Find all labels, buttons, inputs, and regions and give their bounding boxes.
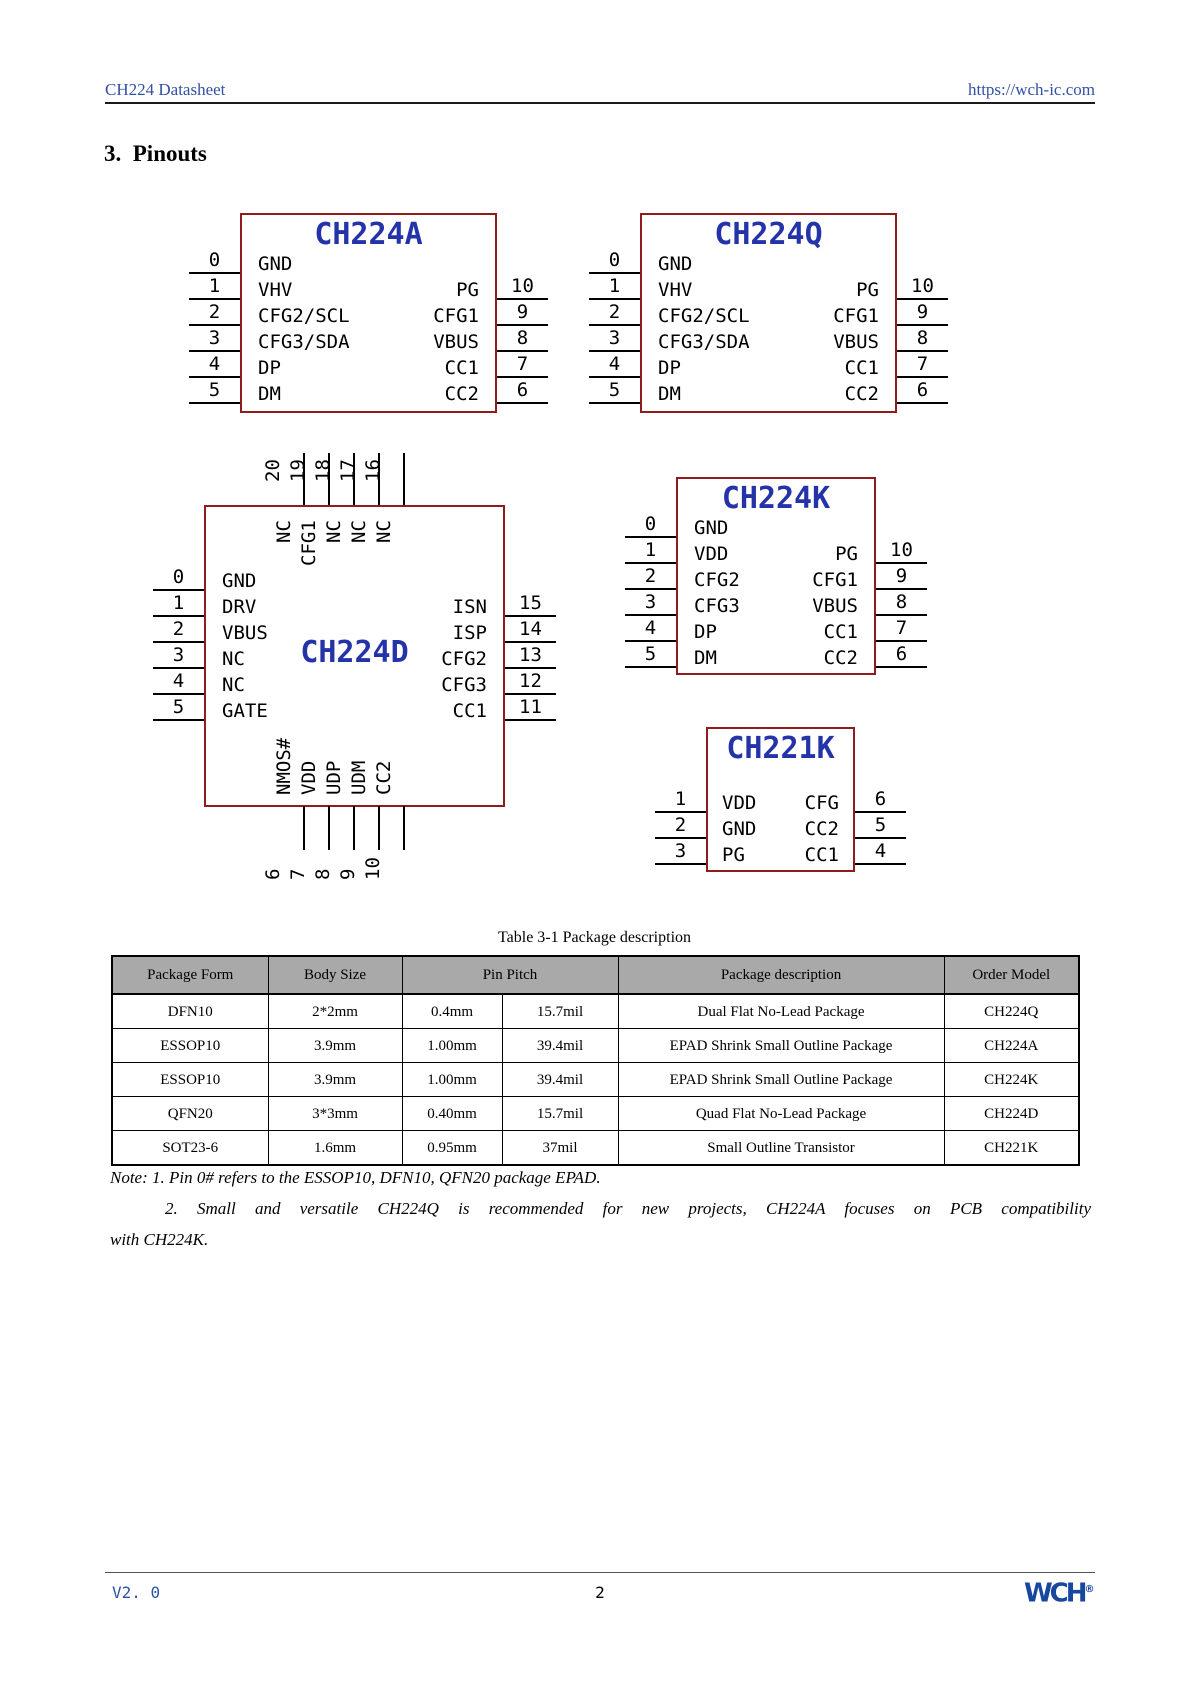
col-pin-pitch: Pin Pitch bbox=[402, 956, 618, 994]
pin-label: DM bbox=[658, 383, 681, 405]
cell: 1.00mm bbox=[402, 1063, 502, 1097]
pin-label: CFG1 bbox=[833, 305, 879, 327]
footer-version: V2. 0 bbox=[112, 1583, 161, 1602]
pin-stub: 7 bbox=[876, 616, 927, 642]
pin-label: CFG3/SDA bbox=[658, 331, 750, 353]
pin-line bbox=[353, 806, 355, 850]
cell: EPAD Shrink Small Outline Package bbox=[618, 1029, 944, 1063]
table-row bbox=[112, 1063, 1079, 1097]
footer-page-number: 2 bbox=[595, 1583, 605, 1602]
pin-stub: 4 bbox=[855, 839, 906, 865]
cell: 3*3mm bbox=[268, 1097, 402, 1131]
pin-label: DRV bbox=[222, 596, 257, 618]
pin-stub: 10 bbox=[876, 538, 927, 564]
pin-label: ISP bbox=[452, 622, 487, 644]
pin-label: CC1 bbox=[452, 700, 487, 722]
pin-label: PG bbox=[722, 844, 745, 866]
cell: 1.6mm bbox=[268, 1131, 402, 1166]
pin-label: CFG1 bbox=[433, 305, 479, 327]
pin-stub: 14 bbox=[505, 617, 556, 643]
pin-stub: 3 bbox=[589, 326, 640, 352]
pin-stub: 0 bbox=[153, 565, 204, 591]
pin-stub: 4 bbox=[189, 352, 240, 378]
pin-number: 16 bbox=[362, 459, 384, 482]
pin-label: CFG bbox=[804, 792, 839, 814]
pin-label: NC bbox=[373, 520, 395, 543]
cell: 39.4mil bbox=[502, 1063, 618, 1097]
col-order-model: Order Model bbox=[944, 956, 1079, 994]
pin-stub: 12 bbox=[505, 669, 556, 695]
pin-label: DP bbox=[658, 357, 681, 379]
pin-label: VBUS bbox=[833, 331, 879, 353]
header-rule bbox=[105, 102, 1095, 104]
pin-line bbox=[403, 453, 405, 505]
pin-stub: 1 bbox=[589, 274, 640, 300]
col-body-size: Body Size bbox=[268, 956, 402, 994]
cell: 15.7mil bbox=[502, 1097, 618, 1131]
cell: EPAD Shrink Small Outline Package bbox=[618, 1063, 944, 1097]
pin-stub: 13 bbox=[505, 643, 556, 669]
cell: CH224A bbox=[944, 1029, 1079, 1063]
pin-stub: 6 bbox=[876, 642, 927, 668]
note-line-3: with CH224K. bbox=[110, 1230, 209, 1249]
pin-stub: 2 bbox=[153, 617, 204, 643]
pin-stub: 1 bbox=[655, 787, 706, 813]
pin-stub: 3 bbox=[153, 643, 204, 669]
pin-label: CC2 bbox=[844, 383, 879, 405]
pin-label: CC1 bbox=[844, 357, 879, 379]
header-url-link[interactable]: https://wch-ic.com bbox=[967, 80, 1095, 99]
pin-stub: 4 bbox=[625, 616, 676, 642]
pin-stub: 8 bbox=[897, 326, 948, 352]
pin-label: DM bbox=[258, 383, 281, 405]
ch224k-title: CH224K bbox=[721, 481, 831, 516]
pin-label: PG bbox=[856, 279, 879, 301]
pin-stub: 5 bbox=[153, 695, 204, 721]
pin-stub: 9 bbox=[497, 300, 548, 326]
pin-label: CFG2/SCL bbox=[258, 305, 350, 327]
header-doc-title: CH224 Datasheet bbox=[105, 80, 226, 99]
cell: 3.9mm bbox=[268, 1063, 402, 1097]
pin-label: DP bbox=[694, 621, 717, 643]
note-line-1: Note: 1. Pin 0# refers to the ESSOP10, DFN10, QFN20 package EPAD. bbox=[110, 1168, 601, 1187]
pin-label: GND bbox=[694, 517, 729, 539]
package-table bbox=[111, 955, 1080, 1166]
pin-label: PG bbox=[835, 543, 858, 565]
pin-label: NC bbox=[222, 648, 245, 670]
pin-label: CC2 bbox=[804, 818, 839, 840]
pin-stub: 0 bbox=[589, 248, 640, 274]
cell: ESSOP10 bbox=[112, 1063, 268, 1097]
cell: 3.9mm bbox=[268, 1029, 402, 1063]
pin-stub: 2 bbox=[589, 300, 640, 326]
pin-stub: 3 bbox=[655, 839, 706, 865]
pin-stub: 8 bbox=[497, 326, 548, 352]
table-row bbox=[112, 994, 1079, 1029]
pin-label: NC bbox=[323, 520, 345, 543]
cell: CH224K bbox=[944, 1063, 1079, 1097]
pin-label: CC2 bbox=[373, 760, 395, 795]
cell: 39.4mil bbox=[502, 1029, 618, 1063]
pin-label: UDP bbox=[323, 760, 345, 795]
pin-label: GATE bbox=[222, 700, 268, 722]
pin-stub: 5 bbox=[625, 642, 676, 668]
pin-label: CFG1 bbox=[298, 520, 320, 566]
wch-logo bbox=[1024, 1577, 1095, 1607]
table-row bbox=[112, 1131, 1079, 1166]
pin-label: CC2 bbox=[823, 647, 858, 669]
pin-label: VHV bbox=[658, 279, 693, 301]
pin-label: DM bbox=[694, 647, 717, 669]
cell: 37mil bbox=[502, 1131, 618, 1166]
cell: CH221K bbox=[944, 1131, 1079, 1166]
pin-number: 18 bbox=[312, 459, 334, 482]
pin-stub: 1 bbox=[153, 591, 204, 617]
pin-line bbox=[403, 806, 405, 850]
pin-label: NC bbox=[222, 674, 245, 696]
pin-stub: 0 bbox=[189, 248, 240, 274]
pin-number: 17 bbox=[337, 459, 359, 482]
pin-label: UDM bbox=[348, 760, 370, 795]
cell: 1.00mm bbox=[402, 1029, 502, 1063]
pin-number: 10 bbox=[362, 857, 384, 880]
pin-stub: 4 bbox=[589, 352, 640, 378]
pin-label: CFG2/SCL bbox=[658, 305, 750, 327]
pin-label: CFG3 bbox=[441, 674, 487, 696]
pin-stub: 2 bbox=[625, 564, 676, 590]
pin-label: CC1 bbox=[444, 357, 479, 379]
cell: 0.4mm bbox=[402, 994, 502, 1029]
pin-label: CC2 bbox=[444, 383, 479, 405]
pin-stub: 6 bbox=[897, 378, 948, 404]
pin-label: CC1 bbox=[804, 844, 839, 866]
ch224q-title: CH224Q bbox=[714, 217, 823, 252]
pin-stub: 2 bbox=[189, 300, 240, 326]
pin-stub: 6 bbox=[497, 378, 548, 404]
pin-label: GND bbox=[722, 818, 757, 840]
pin-stub: 8 bbox=[876, 590, 927, 616]
pin-label: GND bbox=[658, 253, 693, 275]
ch224d-title: CH224D bbox=[300, 635, 409, 670]
pin-line bbox=[303, 806, 305, 850]
section-title: 3. Pinouts bbox=[104, 141, 207, 166]
cell: CH224D bbox=[944, 1097, 1079, 1131]
pin-stub: 10 bbox=[497, 274, 548, 300]
cell: 0.95mm bbox=[402, 1131, 502, 1166]
col-package-form: Package Form bbox=[112, 956, 268, 994]
pin-stub: 15 bbox=[505, 591, 556, 617]
cell: QFN20 bbox=[112, 1097, 268, 1131]
table-row bbox=[112, 1029, 1079, 1063]
pin-number: 9 bbox=[337, 868, 359, 880]
pin-number: 20 bbox=[262, 459, 284, 482]
pin-number: 6 bbox=[262, 868, 284, 880]
pin-stub: 1 bbox=[625, 538, 676, 564]
pin-label: PG bbox=[456, 279, 479, 301]
pin-label: NC bbox=[273, 520, 295, 543]
cell: DFN10 bbox=[112, 994, 268, 1029]
pin-label: DP bbox=[258, 357, 281, 379]
pin-stub: 5 bbox=[589, 378, 640, 404]
pin-label: CFG1 bbox=[812, 569, 858, 591]
pin-number: 7 bbox=[287, 868, 309, 880]
wch-logo-text: WCH bbox=[1024, 1578, 1085, 1609]
pin-stub: 4 bbox=[153, 669, 204, 695]
pin-line bbox=[378, 806, 380, 850]
cell: Quad Flat No-Lead Package bbox=[618, 1097, 944, 1131]
pin-label: VBUS bbox=[812, 595, 858, 617]
cell: Dual Flat No-Lead Package bbox=[618, 994, 944, 1029]
pin-label: VBUS bbox=[433, 331, 479, 353]
col-package-description: Package description bbox=[618, 956, 944, 994]
pin-label: GND bbox=[222, 570, 257, 592]
pin-stub: 1 bbox=[189, 274, 240, 300]
registered-mark-icon: ® bbox=[1084, 1584, 1095, 1595]
pin-label: CC1 bbox=[823, 621, 858, 643]
cell: CH224Q bbox=[944, 994, 1079, 1029]
pin-number: 8 bbox=[312, 868, 334, 880]
pin-stub: 7 bbox=[497, 352, 548, 378]
pin-stub: 11 bbox=[505, 695, 556, 721]
cell: 15.7mil bbox=[502, 994, 618, 1029]
table-caption: Table 3-1 Package description bbox=[497, 929, 692, 946]
note-line-2: 2. Small and versatile CH224Q is recommended for new projects, CH224A focuses on PCB compatibility bbox=[165, 1199, 1091, 1218]
pin-stub: 7 bbox=[897, 352, 948, 378]
pin-label: ISN bbox=[452, 596, 487, 618]
pin-stub: 0 bbox=[625, 512, 676, 538]
pin-label: VBUS bbox=[222, 622, 268, 644]
cell: 2*2mm bbox=[268, 994, 402, 1029]
cell: Small Outline Transistor bbox=[618, 1131, 944, 1166]
pin-label: GND bbox=[258, 253, 293, 275]
pin-label: VDD bbox=[722, 792, 757, 814]
pin-stub: 9 bbox=[876, 564, 927, 590]
table-header-row bbox=[112, 956, 1079, 994]
cell: SOT23-6 bbox=[112, 1131, 268, 1166]
pin-label: VDD bbox=[694, 543, 729, 565]
pin-stub: 5 bbox=[855, 813, 906, 839]
pin-label: CFG3/SDA bbox=[258, 331, 350, 353]
pin-stub: 6 bbox=[855, 787, 906, 813]
pin-stub: 3 bbox=[625, 590, 676, 616]
pin-label: NC bbox=[348, 520, 370, 543]
pin-number: 19 bbox=[287, 459, 309, 482]
cell: 0.40mm bbox=[402, 1097, 502, 1131]
pin-stub: 9 bbox=[897, 300, 948, 326]
ch224a-title: CH224A bbox=[314, 217, 423, 252]
cell: ESSOP10 bbox=[112, 1029, 268, 1063]
pin-label: VDD bbox=[298, 760, 320, 795]
pin-stub: 3 bbox=[189, 326, 240, 352]
pin-line bbox=[328, 806, 330, 850]
pin-label: CFG2 bbox=[441, 648, 487, 670]
pin-label: CFG3 bbox=[694, 595, 740, 617]
pin-label: NMOS# bbox=[273, 737, 295, 795]
pin-stub: 10 bbox=[897, 274, 948, 300]
pin-stub: 2 bbox=[655, 813, 706, 839]
pin-label: CFG2 bbox=[694, 569, 740, 591]
pin-label: VHV bbox=[258, 279, 293, 301]
ch221k-title: CH221K bbox=[726, 731, 835, 766]
pin-stub: 5 bbox=[189, 378, 240, 404]
footer-rule bbox=[105, 1572, 1095, 1573]
table-row bbox=[112, 1097, 1079, 1131]
